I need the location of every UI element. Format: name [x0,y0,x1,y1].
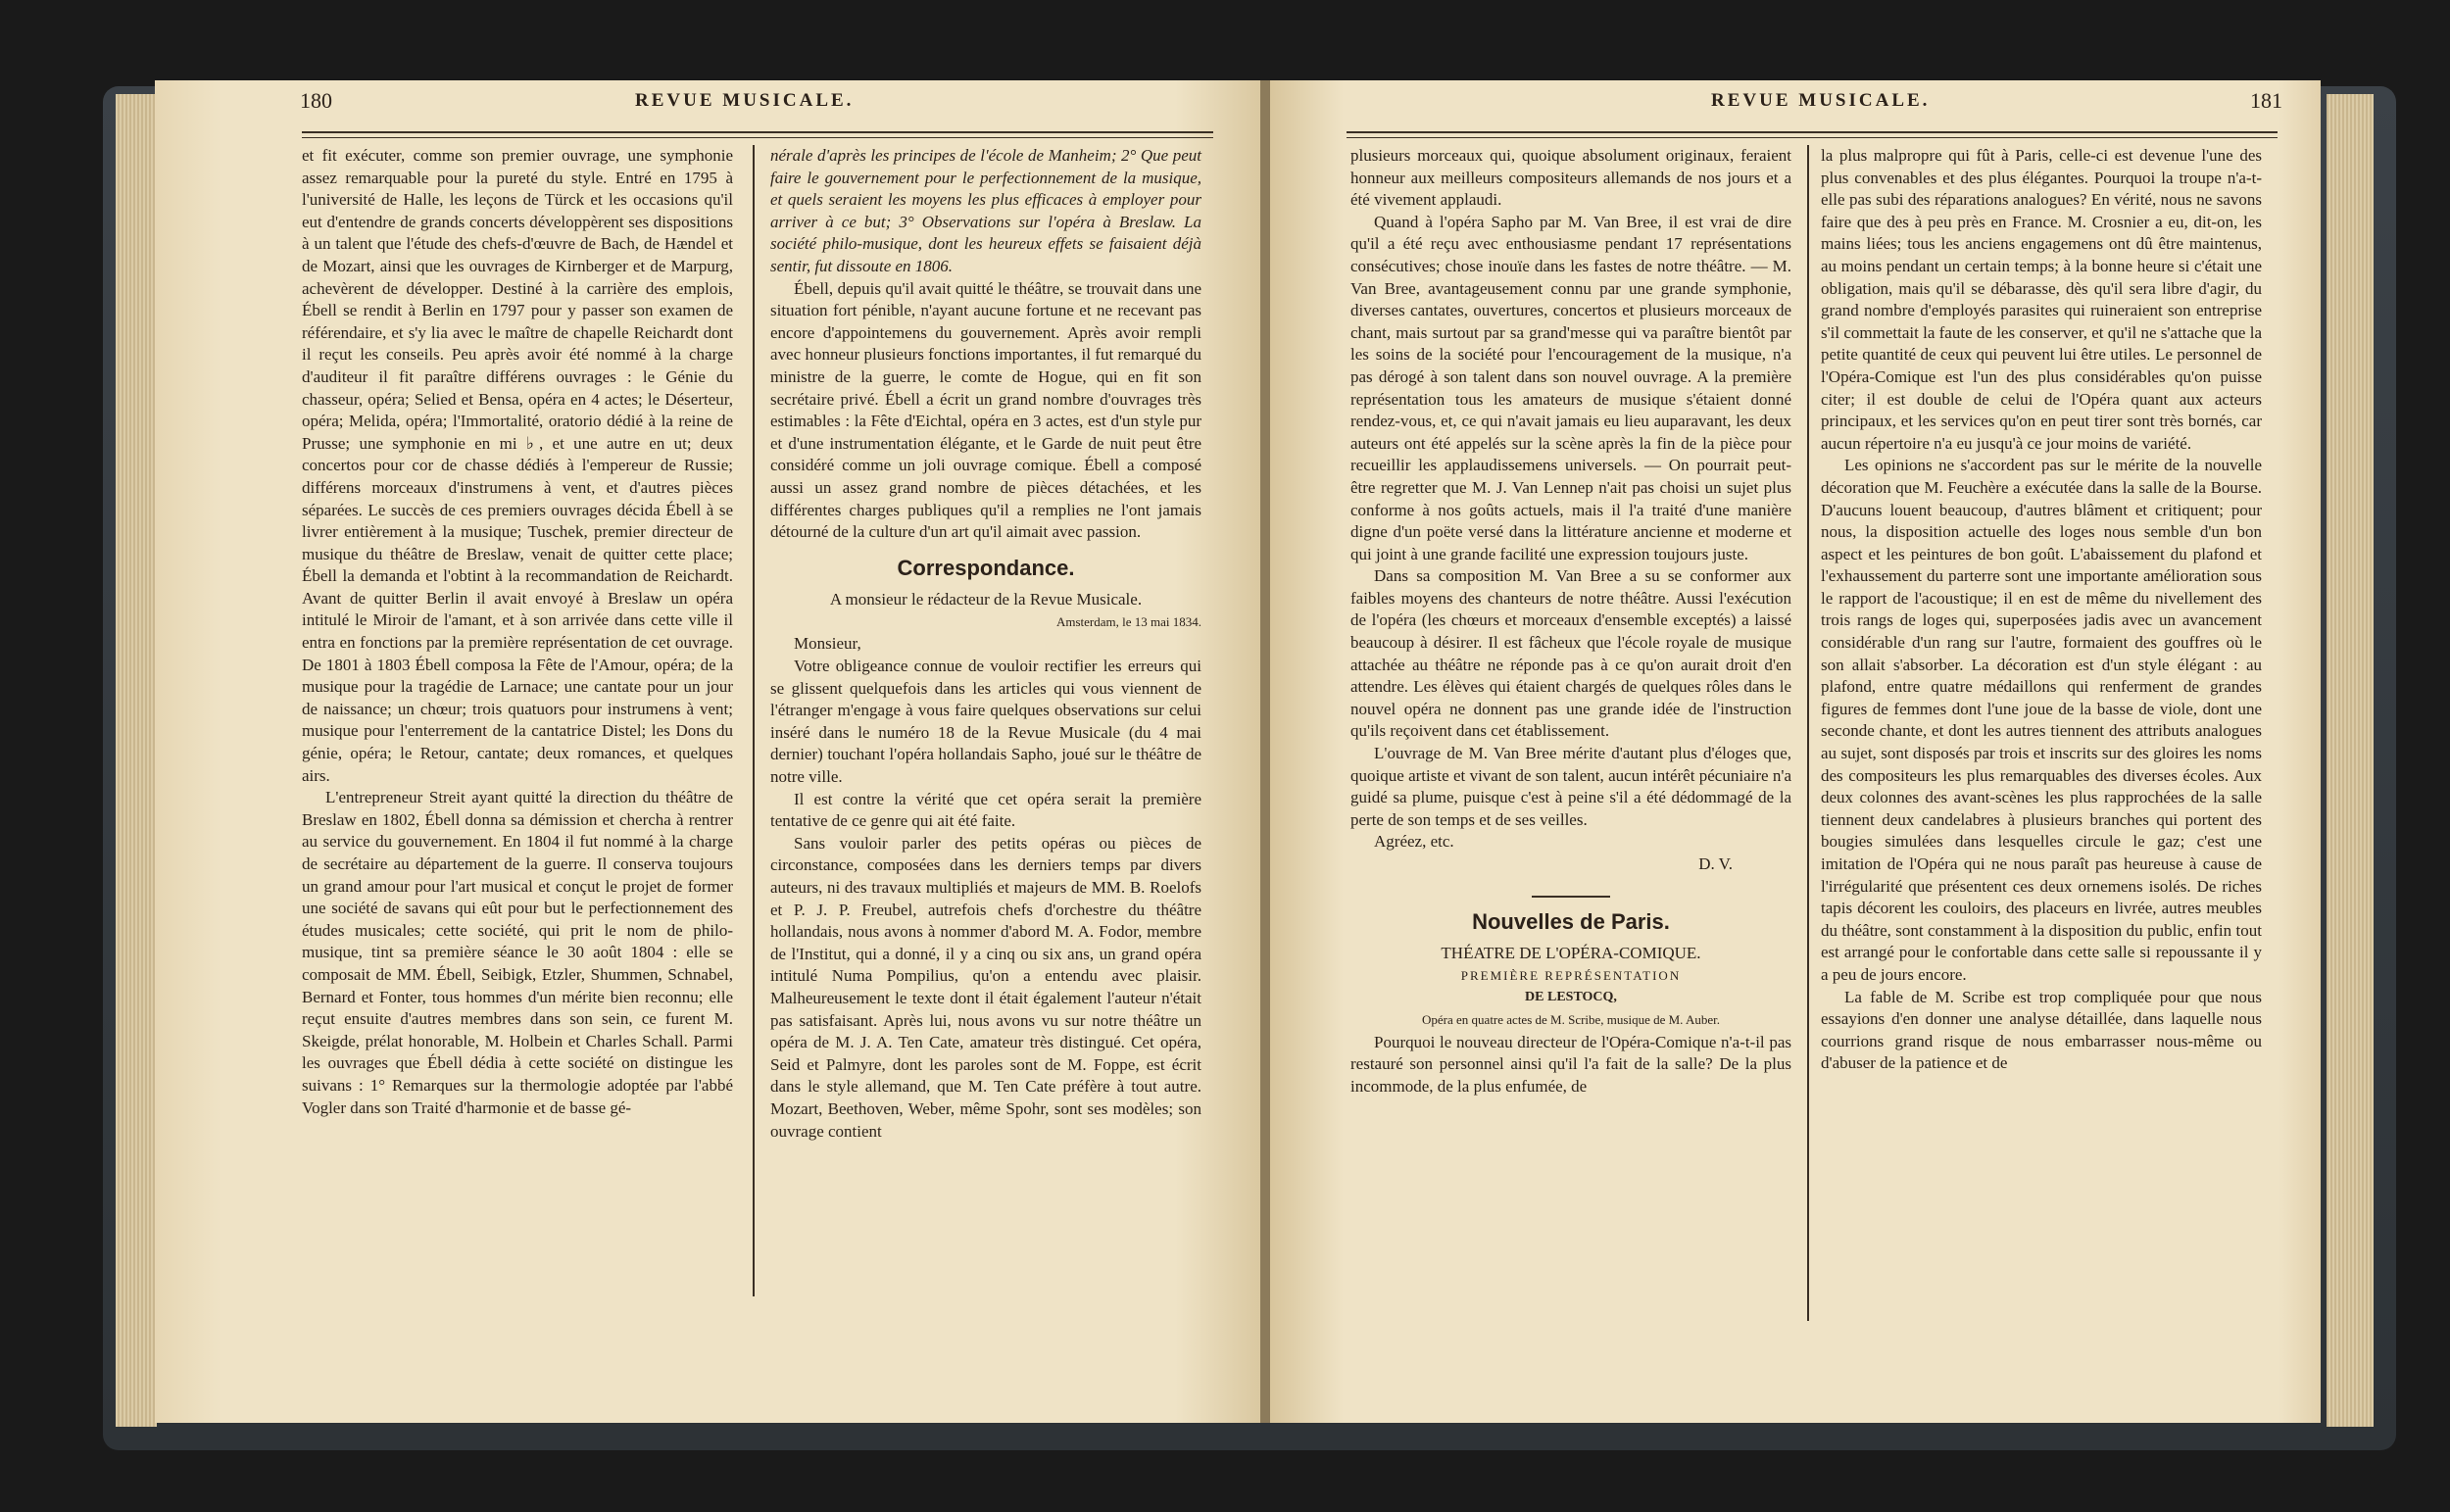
paragraph: L'entrepreneur Streit ayant quitté la direction du théâtre de Breslaw en 1802, Ébell donna sa démission et chercha à rentrer au service du gouvernement. En 1804 il fut nommé à la charge de secrétaire au département de la guerre. Il conserva toujours un grand amour pour l'art musical et conçut le projet de former une société de savans qui eût pour but le perfectionnement des études musicales; cette société, qui prit le nom de philo-musique, tint sa première séance le 30 août 1804 : elle se composait de MM. Ébell, Seibigk, Etzler, Shummen, Schnabel, Bernard et Fonter, tous hommes d'un mérite bien reconnu; elle reçut ensuite d'autres membres dans son sein, ce furent M. Skeigde, prélat honorable, M. Holbein et Charles Schall. Parmi les ouvrages que Ébell dédia à cette société on distingue les suivans : 1° Remarques sur la thermologie adoptée par l'abbé Vogler dans son Traité d'harmonie et de basse gé- [302,788,733,1117]
paragraph: Quand à l'opéra Sapho par M. Van Bree, il est vrai de dire qu'il a été reçu avec enthousiasme pendant 17 représentations consécutives; chose inouïe dans les fastes de notre théâtre. — M. Van Bree, avantageusement connu par une grande symphonie, diverses cantates, ouvertures, concertos et plusieurs morceaux de chant, mais surtout par sa grand'messe qui va paraître bientôt par les soins de la société pour l'encouragement de la musique, n'a pas dérogé à son talent dans son nouvel ouvrage. A la première représentation tous les amateurs de musique s'étaient donné rendez-vous, et, ce qui n'avait jamais eu lieu auparavant, les deux auteurs ont été appelés sur la scène après la fin de la pièce pour recueillir les applaudissemens universels. — On pourrait peut-être regretter que M. J. Van Lennep n'ait pas choisi un sujet plus conforme à nos goûts actuels, mais il l'a traité d'une manière digne d'un poëte versé dans la littérature ancienne et moderne et qui joint à une grande facilité une expression toujours juste. [1350,212,1791,563]
column-divider [1807,145,1809,1321]
paragraph: La fable de M. Scribe est trop compliquée pour que nous essayions d'en donner une analyse détaillée, dans laquelle nous courrions grand risque de nous embarrasser nous-même ou d'abuser de la patience et de [1821,987,2262,1073]
work-title: DE LESTOCQ, [1525,990,1617,1005]
dateline: Amsterdam, le 13 mai 1834. [1055,613,1201,629]
paragraph: nérale d'après les principes de l'école de Manheim; 2° Que peut faire le gouvernement pour le perfectionnement de la musique, et quels seraient les moyens les plus efficaces à employer pour arriver à ce but; 3° Observations sur l'opéra à Breslaw. La société philo-musique, dont les heureux effets se faisaient déjà sentir, fut dissoute en 1806. [770,146,1201,275]
right-page [1270,80,2321,1423]
page-number-right: 181 [2250,88,2282,113]
premiere-line: PREMIÈRE REPRÉSENTATION [1460,967,1682,983]
signature: D. V. [1698,854,1733,873]
address-line: A monsieur le rédacteur de la Revue Musicale. [829,590,1143,610]
paragraph: Sans vouloir parler des petits opéras ou pièces de circonstance, composées dans les derniers temps par divers auteurs, ni des travaux multipliés et majeurs de MM. B. Roelofs et P. J. P. Freubel, autrefois chefs d'orchestre du théâtre hollandais, nous avons à nommer d'abord M. A. Fodor, membre de l'Institut, qui a donné, il y a cinq ou six ans, un grand opéra intitulé Numa Pompilius, qu'on a entendu avec plaisir. Malheureusement le texte dont il était également l'auteur n'était pas satisfaisant. Après lui, nous avons vu sur notre théâtre un opéra de M. J. A. Ten Cate, amateur très distingué. Cet opéra, Seid et Palmyre, dont les paroles sont de M. Foppe, est écrit dans le style allemand, que M. Ten Cate préfère à tout autre. Mozart, Beethoven, Weber, même Spohr, sont ses modèles; son ouvrage contient [770,833,1201,1141]
closing: Agréez, etc. [1374,832,1454,852]
paragraph: L'ouvrage de M. Van Bree mérite d'autant plus d'éloges que, quoique artiste et vivant de son talent, aucun intérêt pécuniaire n'a guidé sa plume, puisque c'est à peine s'il a été dédommagé de la perte de son temps et de ses veilles. [1350,744,1791,829]
page-edges-right [2327,94,2374,1427]
paragraph: et fit exécuter, comme son premier ouvrage, une symphonie assez remarquable pour la pureté du style. Entré en 1795 à l'université de Halle, les leçons de Türck et les occasions qu'il eut d'entendre de grands concerts développèrent ses dispositions à un talent que l'étude des chefs-d'œuvre de Bach, de Hændel et de Mozart, ainsi que les ouvrages de Kirnberger et de Marpurg, achevèrent de développer. Destiné à la carrière des emplois, Ébell se rendit à Berlin en 1797 pour y passer son examen de référendaire, et s'y lia avec le maître de chapelle Reichardt dont il reçut les conseils. Peu après avoir été nommé à la charge d'auditeur il fit paraître différens ouvrages : le Génie du chasseur, opéra; Selied et Bensa, opéra en 4 actes; le Déserteur, opéra; Melida, opéra; l'Immortalité, oratorio dédié à la reine de Prusse; une symphonie en mi ♭, et une autre en ut; deux concertos pour cor de chasse dédiés à l'empereur de Russie; différens morceaux d'instrumens à vent, et d'autres pièces séparées. Le succès de ces premiers ouvrages décida Ébell à se livrer entièrement à la musique; Tuschek, premier directeur de musique du théâtre de Breslaw, venait de quitter cette place; Ébell la demanda et l'obtint à la recommandation de Reichardt. Avant de quitter Berlin il avait envoyé à Breslaw un opéra intitulé le Miroir de l'amant, et à son arrivée dans cette ville il entra en fonctions par la première représentation de cet ouvrage. De 1801 à 1803 Ébell composa la Fête de l'Amour, opéra; de la musique pour la tragédie de Larnace; une cantate pour un jour de naissance; un chœur; trois quatuors pour instrumens à vent; musique pour l'enterrement de la cantatrice Distel; les Dons du génie, opéra; le Retour, cantate; deux romances, et quelques airs. [302,146,733,785]
paragraph: la plus malpropre qui fût à Paris, celle-ci est devenue l'une des plus convenables et des plus élégantes. Pourquoi la troupe n'a-t-elle pas subi des réparations analogues? En vérité, nous ne savons faire que des à peu près en France. M. Crosnier a eu, dit-on, les mains liées; tous les anciens engagemens ont dû être maintenus, au moins pendant un certain temps; à la bonne heure si c'était une obligation, mais qu'il se débarasse, dès qu'il sera libre d'agir, du grand nombre d'employés parasites qui ruineraient son entreprise s'il commettait la faute de les conserver, et qu'il ne s'attache que la petite quantité de ceux qui peuvent lui être utiles. Le personnel de l'Opéra-Comique est l'un des plus considérables qu'on puisse citer; il est double de celui de l'Opéra quant aux acteurs principaux, et les services qu'on en peut tirer sont très bornés, car aucun répertoire n'a eu jusqu'à ce jour moins de variété. [1821,146,2262,453]
section-title-correspondance: Correspondance. [897,555,1075,580]
paragraph: Il est contre la vérité que cet opéra serait la première tentative de ce genre qui ait été faite. [770,789,1201,831]
paragraph: Votre obligeance connue de vouloir rectifier les erreurs qui se glissent quelquefois dans les articles qui vous viennent de l'étranger m'engage à vous faire quelques observations sur celui inséré dans le numéro 18 de la Revue Musicale (du 4 mai dernier) touchant l'opéra hollandais Sapho, joué sur le théâtre de notre ville. [770,657,1201,787]
header-rule-thin [302,137,1213,138]
column-divider [753,145,755,1296]
paragraph: Dans sa composition M. Van Bree a su se conformer aux faibles moyens des chanteurs de notre théâtre. Aussi l'exécution de l'opéra (les chœurs et morceaux d'ensemble exceptés) a laissé beaucoup à désirer. Il est fâcheux que l'école royale de musique attachée au théâtre ne réponde pas à ce qu'on aurait droit d'en attendre. Les élèves qui étaient chargés de quelques rôles dans le nouvel opéra ne donnent pas une grande idée de l'instruction qu'ils reçoivent dans cet établissement. [1350,566,1791,741]
salutation: Monsieur, [794,634,861,654]
header-rule [1347,131,2278,133]
left-page [155,80,1264,1423]
right-column-1 [1350,145,1791,1097]
paragraph: plusieurs morceaux qui, quoique absolument originaux, feraient honneur aux meilleurs compositeurs allemands de nos jours et a été vivement applaudi. [1350,146,1791,210]
right-column-2 [1821,145,2262,1075]
left-column-2 [770,145,1201,1143]
credits-line: Opéra en quatre actes de M. Scribe, musique de M. Auber. [1422,1011,1720,1027]
page-number-left: 180 [300,88,332,113]
left-column-1 [302,145,733,1119]
page-edges-left [116,94,157,1427]
header-rule [302,131,1213,133]
theatre-heading: THÉATRE DE L'OPÉRA-COMIQUE. [1441,944,1701,963]
paragraph: Pourquoi le nouveau directeur de l'Opéra-Comique n'a-t-il pas restauré son personnel ainsi qu'il l'a fait de la salle? De la plus incommode, de la plus enfumée, de [1350,1032,1791,1096]
paragraph: Ébell, depuis qu'il avait quitté le théâtre, se trouvait dans une situation fort pénible, n'ayant aucune fortune et ne recevant pas encore d'appointemens du gouvernement. Après avoir rempli avec honneur plusieurs fonctions importantes, il fut remarqué du ministre de la guerre, le comte de Hogue, qui en fit son secrétaire privé. Ébell a écrit un grand nombre d'ouvrages très estimables : la Fête d'Eichtal, opéra en 3 actes, est d'un style pur et d'une instrumentation élégante, et le Garde de nuit peut être considéré comme un joli ouvrage comique. Ébell a composé aussi un assez grand nombre de pièces détachées, et les différentes charges publiques qu'il a remplies ne l'ont jamais détourné de la culture d'un art qu'il aimait avec passion. [770,278,1201,542]
running-header-left: REVUE MUSICALE. [635,90,855,111]
section-title-nouvelles: Nouvelles de Paris. [1472,908,1670,934]
header-rule-thin [1347,137,2278,138]
section-rule [1532,896,1610,898]
paragraph: Les opinions ne s'accordent pas sur le mérite de la nouvelle décoration que M. Feuchère a exécutée dans la salle de la Bourse. D'aucuns louent beaucoup, d'autres blâment et critiquent; pour nous, la disposition actuelle des loges nous semble d'un bon aspect et les peintures de bon goût. L'abaissement du plafond et l'exhaussement du parterre sont une importante amélioration sous le rapport de l'acoustique; il en est de même du nivellement des trois rangs de loges qui, superposées jadis avec un avancement considérable d'un rang sur l'autre, formaient des gouffres où le son allait s'absorber. La décoration est d'un style élégant : au plafond, entre quatre médaillons qui renferment de grandes figures de femmes dont l'une joue de la basse de viole, dont une seconde chante, et dont les autres tiennent des attributs analogues au sujet, sont disposés par trois et inscrits sur des gloires les noms des compositeurs les plus remarquables des diverses écoles. Aux deux colonnes des avant-scènes les plus rapprochées de la salle tiennent deux candelabres à plusieurs branches qui portent des bougies simulées dans lesquelles circule le gaz; c'est une imitation de l'Opéra qui ne nous paraît pas heureuse à cause de l'irrégularité que présentent ces deux ornemens isolés. De riches tapis décorent les couloirs, des placeurs en livrée, autres meubles du théâtre, sont constamment à la disposition du public, enfin tout est arrangé pour le confortable dans cette salle si repoussante il y a peu de jours encore. [1821,456,2262,984]
running-header-right: REVUE MUSICALE. [1711,90,1931,111]
